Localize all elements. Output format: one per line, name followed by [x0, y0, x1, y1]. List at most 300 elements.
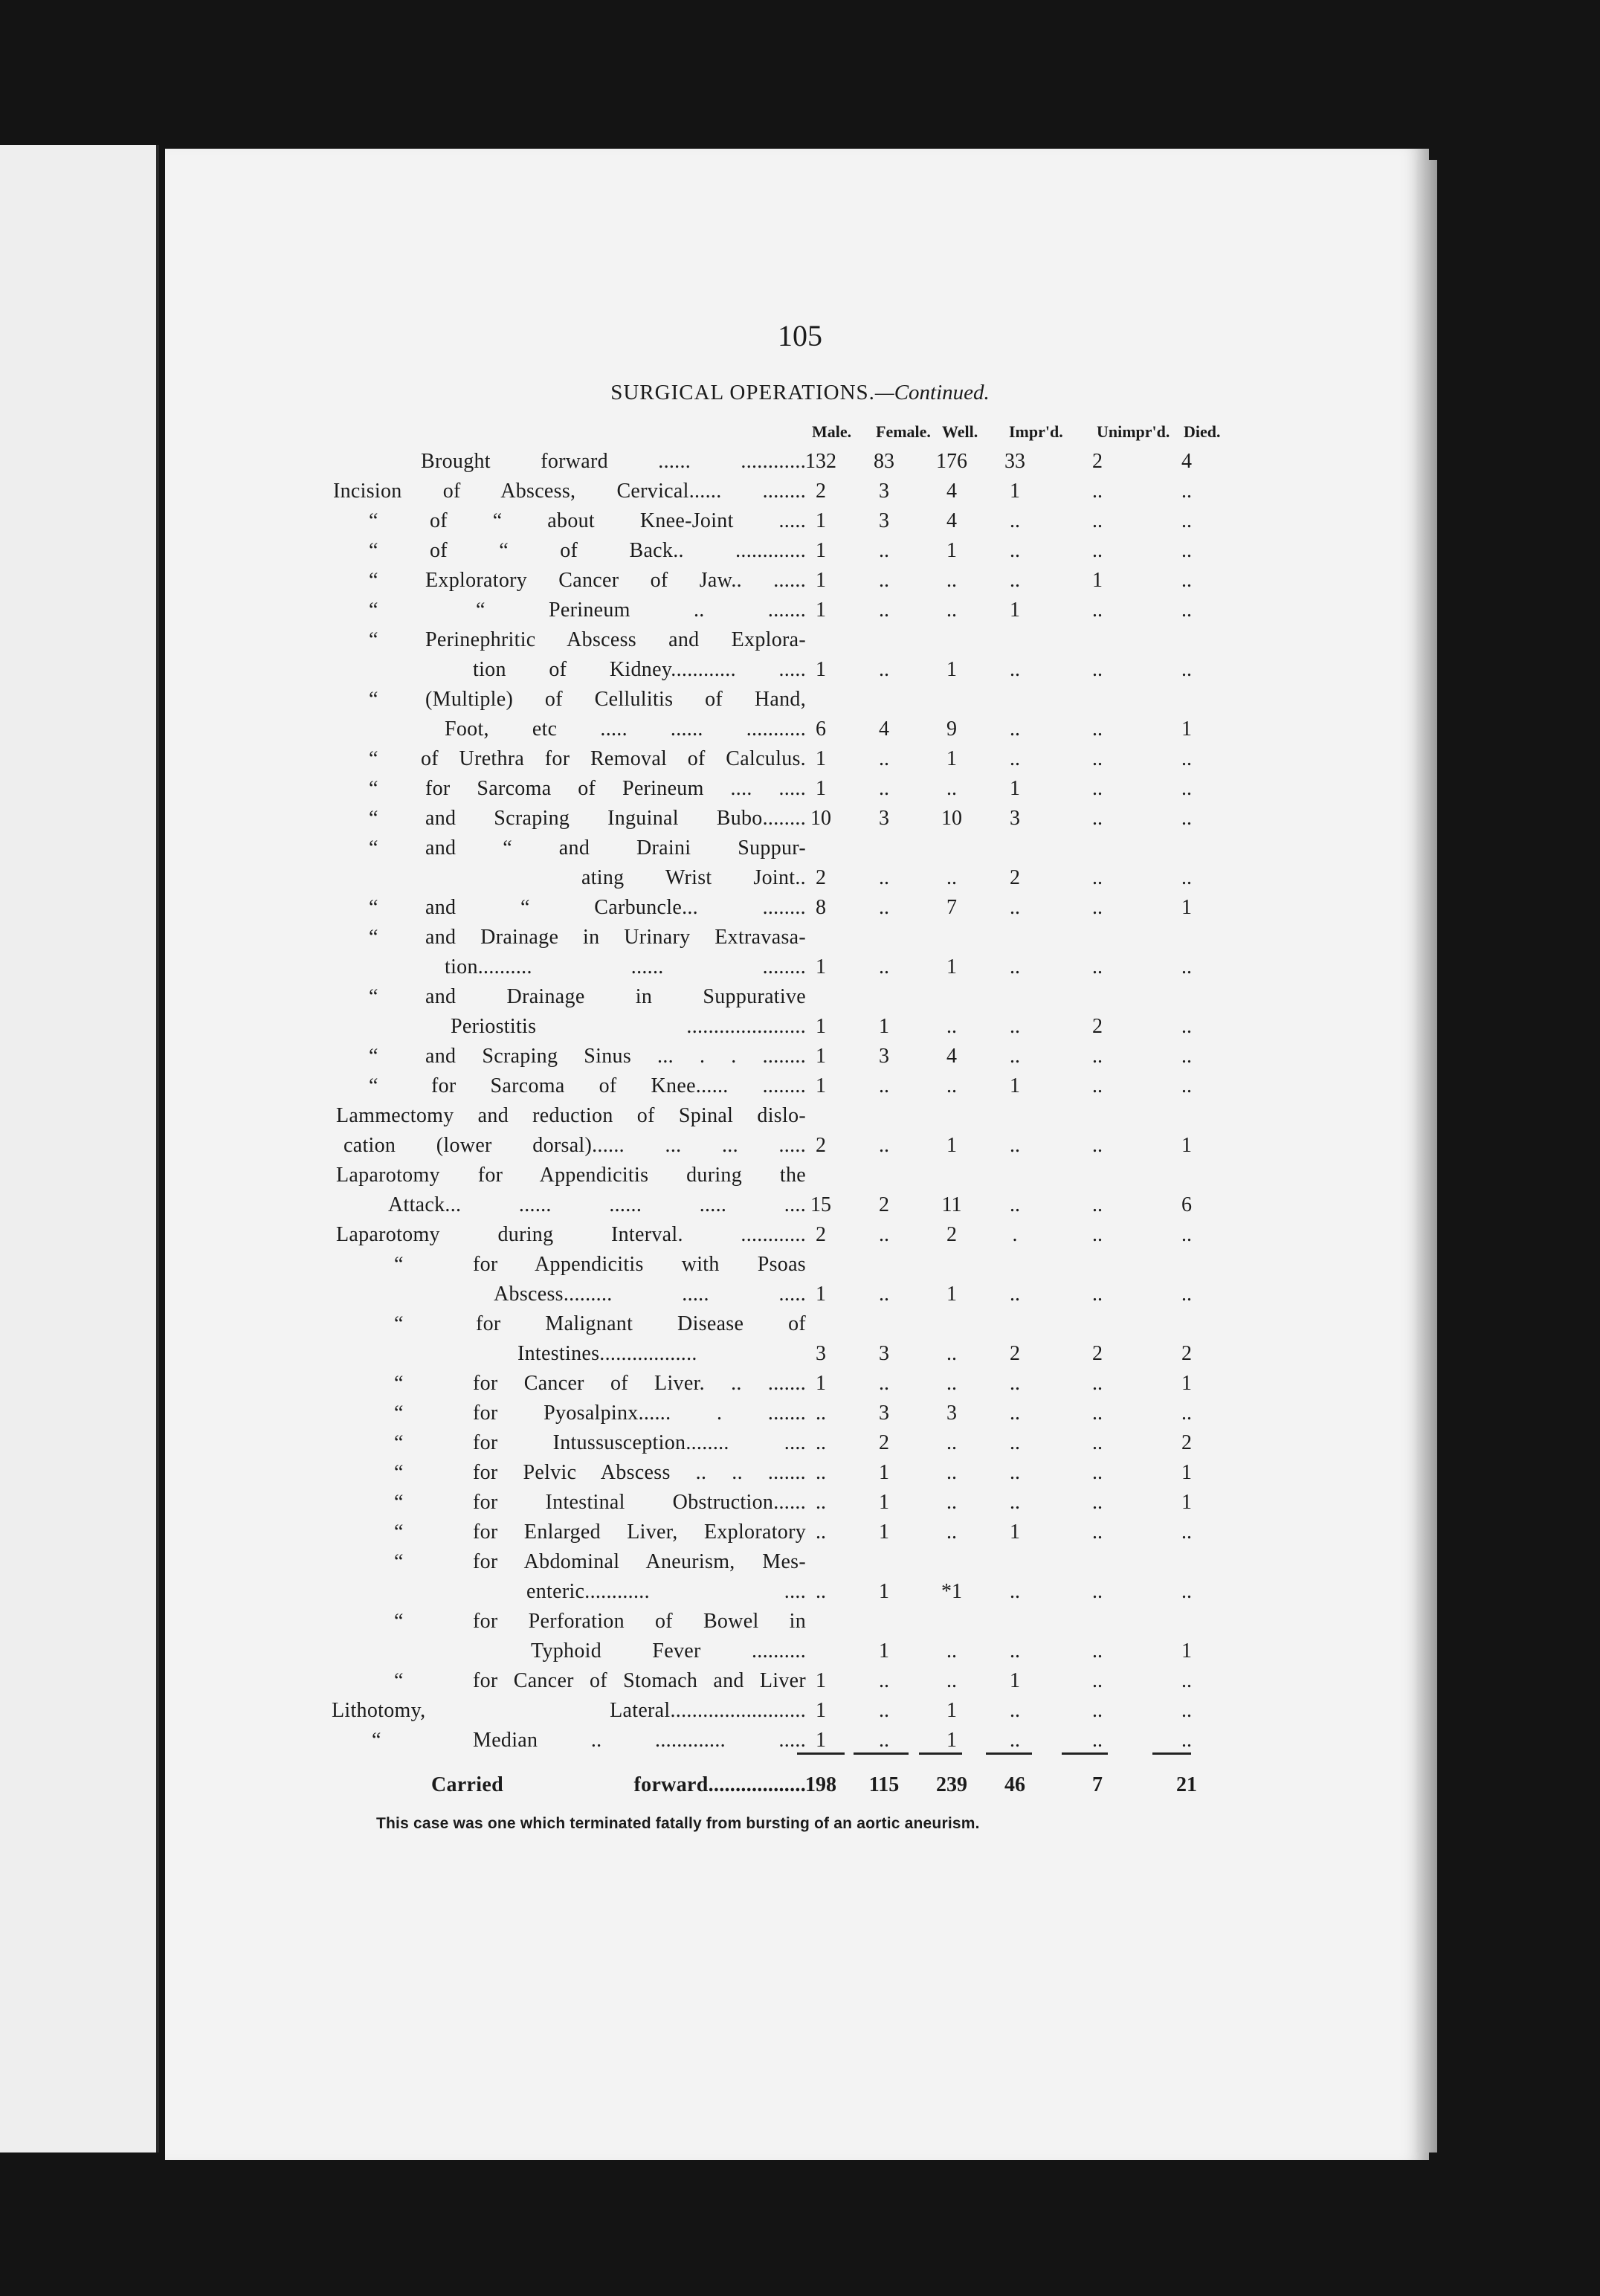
row-description: Perinephritic Abscess and Explora- [425, 628, 806, 651]
ditto-mark: “ [394, 1253, 405, 1276]
cell-male: 1 [816, 658, 826, 681]
cell-well: 4 [946, 480, 957, 503]
cell-unimproved: .. [1092, 747, 1103, 770]
cell-male: 3 [816, 1342, 826, 1365]
ditto-mark: “ [394, 1669, 405, 1692]
table-row [0, 569, 1600, 599]
ditto-mark: “ [394, 1491, 405, 1514]
cell-improved: .. [1010, 658, 1020, 681]
cell-well: 11 [941, 1193, 962, 1216]
row-description: Periostitis ...................... [451, 1015, 806, 1038]
cell-well: 1 [946, 1699, 957, 1722]
cell-well: .. [946, 1372, 957, 1395]
cell-died: 1 [1181, 718, 1192, 741]
cell-female: 3 [879, 1402, 889, 1425]
row-description: for Perforation of Bowel in [473, 1610, 806, 1633]
cell-female: 2 [879, 1193, 889, 1216]
ditto-mark: “ [369, 896, 380, 919]
cell-improved: 2 [1010, 866, 1020, 889]
row-description: Median .. ............. ..... [473, 1729, 806, 1752]
cell-well: 1 [946, 539, 957, 562]
cell-well: .. [946, 599, 957, 622]
table-row [0, 1580, 1600, 1610]
cell-unimproved: .. [1092, 777, 1103, 800]
cell-well: .. [946, 1015, 957, 1038]
cell-female: .. [879, 1372, 889, 1395]
cell-unimproved: .. [1092, 509, 1103, 532]
cell-female: .. [879, 955, 889, 978]
ditto-mark: “ [369, 1074, 380, 1097]
cell-male: 2 [816, 1134, 826, 1157]
cell-died: 1 [1181, 1491, 1192, 1514]
cell-improved: .. [1010, 1283, 1020, 1306]
cell-male: 2 [816, 866, 826, 889]
total-rule [1152, 1752, 1191, 1755]
cell-improved: 1 [1010, 480, 1020, 503]
row-description: (Multiple) of Cellulitis of Hand, [425, 688, 806, 711]
cell-unimproved: .. [1092, 658, 1103, 681]
table-row [0, 926, 1600, 955]
cell-male: 8 [816, 896, 826, 919]
ditto-mark: “ [369, 777, 380, 800]
cell-male: 1 [816, 1045, 826, 1068]
cell-well: 4 [946, 1045, 957, 1068]
cell-improved: .. [1010, 1699, 1020, 1722]
table-row [0, 628, 1600, 658]
cell-well: .. [946, 1491, 957, 1514]
ditto-mark: “ [394, 1431, 405, 1454]
total-rule [854, 1752, 883, 1755]
cell-died: .. [1181, 1223, 1192, 1246]
cell-well: 176 [936, 450, 967, 473]
row-description: and “ Carbuncle... ........ [425, 896, 806, 919]
cell-female: .. [879, 569, 889, 592]
cell-well: 7 [946, 896, 957, 919]
cell-female: .. [879, 1729, 889, 1752]
table-row [0, 985, 1600, 1015]
cell-unimproved: .. [1092, 718, 1103, 741]
column-header: Impr'd. [1009, 422, 1063, 441]
cell-female: .. [879, 599, 889, 622]
ditto-mark: “ [369, 1045, 380, 1068]
table-row [0, 896, 1600, 926]
cell-died: .. [1181, 658, 1192, 681]
row-description: Intestines.................. [517, 1342, 697, 1365]
cell-died: .. [1181, 539, 1192, 562]
total-rule [880, 1752, 909, 1755]
table-row [0, 718, 1600, 747]
row-description: cation (lower dorsal)...... ... ... ..... [343, 1134, 806, 1157]
cell-well: 9 [946, 718, 957, 741]
cell-died: .. [1181, 1045, 1192, 1068]
cell-female: .. [879, 1074, 889, 1097]
cell-male: .. [816, 1491, 826, 1514]
cell-well: 1 [946, 955, 957, 978]
cell-improved: 46 [1004, 1773, 1025, 1796]
cell-improved: .. [1010, 1372, 1020, 1395]
cell-female: .. [879, 747, 889, 770]
row-description: for Pyosalpinx...... . ....... [473, 1402, 806, 1425]
cell-well: .. [946, 1431, 957, 1454]
cell-well: 1 [946, 658, 957, 681]
row-description: Carried forward.................. [431, 1773, 806, 1796]
ditto-mark: “ [394, 1461, 405, 1484]
table-row [0, 1639, 1600, 1669]
total-rule [1062, 1752, 1108, 1755]
column-header: Well. [942, 422, 978, 441]
cell-male: 1 [816, 955, 826, 978]
table-row [0, 1699, 1600, 1729]
cell-improved: .. [1010, 1491, 1020, 1514]
cell-female: .. [879, 1699, 889, 1722]
cell-died: .. [1181, 480, 1192, 503]
cell-unimproved: .. [1092, 1729, 1103, 1752]
table-row [0, 450, 1600, 480]
table-row [0, 1134, 1600, 1164]
cell-died: 2 [1181, 1342, 1192, 1365]
table-row [0, 1164, 1600, 1193]
cell-unimproved: .. [1092, 955, 1103, 978]
cell-improved: .. [1010, 1431, 1020, 1454]
cell-female: 3 [879, 480, 889, 503]
total-row [0, 1773, 1600, 1803]
table-row [0, 658, 1600, 688]
row-description: of “ of Back.. ............. [430, 539, 806, 562]
cell-well: .. [946, 777, 957, 800]
cell-female: 1 [879, 1015, 889, 1038]
ditto-mark: “ [369, 926, 380, 949]
row-description: for Malignant Disease of [476, 1312, 806, 1335]
total-rule [797, 1752, 845, 1755]
cell-unimproved: .. [1092, 1402, 1103, 1425]
row-description: for Pelvic Abscess .. .. ....... [473, 1461, 806, 1484]
total-rule [986, 1752, 1032, 1755]
cell-female: .. [879, 539, 889, 562]
cell-improved: 1 [1010, 599, 1020, 622]
cell-unimproved: .. [1092, 1193, 1103, 1216]
cell-female: 2 [879, 1431, 889, 1454]
cell-died: 1 [1181, 1461, 1192, 1484]
cell-unimproved: .. [1092, 1491, 1103, 1514]
cell-improved: .. [1010, 747, 1020, 770]
cell-well: .. [946, 1074, 957, 1097]
page-number: 105 [778, 319, 822, 352]
cell-male: 2 [816, 480, 826, 503]
ditto-mark: “ [369, 985, 380, 1008]
row-description: “ Perineum .. ....... [476, 599, 806, 622]
table-row [0, 509, 1600, 539]
cell-female: 83 [874, 450, 894, 473]
table-row [0, 1610, 1600, 1639]
cell-male: 6 [816, 718, 826, 741]
row-description: ating Wrist Joint.. [581, 866, 806, 889]
row-description: for Appendicitis with Psoas [473, 1253, 806, 1276]
column-header: Unimpr'd. [1097, 422, 1170, 441]
cell-unimproved: .. [1092, 599, 1103, 622]
cell-female: .. [879, 1223, 889, 1246]
ditto-mark: “ [372, 1729, 383, 1752]
row-description: for Cancer of Stomach and Liver [473, 1669, 806, 1692]
ditto-mark: “ [369, 539, 380, 562]
row-description: of “ about Knee-Joint ..... [430, 509, 806, 532]
cell-died: .. [1181, 569, 1192, 592]
column-header: Died. [1184, 422, 1221, 441]
cell-well: .. [946, 1521, 957, 1544]
row-description: Lithotomy, Lateral......................... [332, 1699, 806, 1722]
cell-female: .. [879, 1669, 889, 1692]
ditto-mark: “ [394, 1312, 405, 1335]
table-row [0, 1669, 1600, 1699]
cell-well: 2 [946, 1223, 957, 1246]
row-description: and Scraping Inguinal Bubo........ [425, 807, 806, 830]
title-continued: —Continued. [874, 381, 990, 404]
cell-unimproved: .. [1092, 1521, 1103, 1544]
cell-well: .. [946, 1669, 957, 1692]
cell-unimproved: .. [1092, 1431, 1103, 1454]
table-row [0, 1461, 1600, 1491]
cell-unimproved: .. [1092, 1669, 1103, 1692]
cell-female: 1 [879, 1639, 889, 1663]
table-row [0, 1015, 1600, 1045]
cell-died: .. [1181, 1729, 1192, 1752]
cell-unimproved: .. [1092, 1639, 1103, 1663]
table-row [0, 747, 1600, 777]
total-rule [919, 1752, 962, 1755]
row-description: enteric............ .... [526, 1580, 806, 1603]
ditto-mark: “ [369, 807, 380, 830]
cell-improved: .. [1010, 1134, 1020, 1157]
ditto-mark: “ [394, 1610, 405, 1633]
cell-male: .. [816, 1461, 826, 1484]
cell-well: 4 [946, 509, 957, 532]
table-row [0, 1074, 1600, 1104]
cell-unimproved: .. [1092, 1699, 1103, 1722]
cell-unimproved: .. [1092, 896, 1103, 919]
cell-unimproved: .. [1092, 1461, 1103, 1484]
cell-male: 10 [810, 807, 831, 830]
column-header: Male. [812, 422, 852, 441]
table-row [0, 1283, 1600, 1312]
cell-well: .. [946, 1639, 957, 1663]
cell-female: 4 [879, 718, 889, 741]
cell-well: 1 [946, 1283, 957, 1306]
cell-male: 1 [816, 539, 826, 562]
row-description: for Enlarged Liver, Exploratory [473, 1521, 806, 1544]
cell-died: .. [1181, 1402, 1192, 1425]
table-row [0, 1491, 1600, 1521]
row-description: of Urethra for Removal of Calculus. [421, 747, 806, 770]
cell-female: 3 [879, 509, 889, 532]
cell-died: .. [1181, 1074, 1192, 1097]
table-row [0, 1045, 1600, 1074]
cell-male: 1 [816, 777, 826, 800]
row-description: Laparotomy for Appendicitis during the [336, 1164, 806, 1187]
cell-female: 1 [879, 1461, 889, 1484]
column-header: Female. [876, 422, 931, 441]
cell-male: 1 [816, 1729, 826, 1752]
cell-improved: .. [1010, 955, 1020, 978]
cell-unimproved: .. [1092, 1045, 1103, 1068]
cell-improved: 1 [1010, 1074, 1020, 1097]
cell-unimproved: .. [1092, 1074, 1103, 1097]
cell-improved: 33 [1004, 450, 1025, 473]
cell-improved: 2 [1010, 1342, 1020, 1365]
table-row [0, 836, 1600, 866]
cell-well: 10 [941, 807, 962, 830]
cell-died: 1 [1181, 1134, 1192, 1157]
cell-died: .. [1181, 955, 1192, 978]
row-description: and Drainage in Suppurative [425, 985, 806, 1008]
cell-died: 4 [1181, 450, 1192, 473]
table-row [0, 1253, 1600, 1283]
cell-female: 3 [879, 807, 889, 830]
cell-unimproved: 2 [1092, 1342, 1103, 1365]
cell-improved: 3 [1010, 807, 1020, 830]
footnote: This case was one which terminated fatally from bursting of an aortic aneurism. [376, 1815, 980, 1832]
row-description: Laparotomy during Interval. ............ [336, 1223, 806, 1246]
cell-died: 1 [1181, 1372, 1192, 1395]
cell-well: 1 [946, 1729, 957, 1752]
row-description: Foot, etc ..... ...... ........... [445, 718, 806, 741]
cell-improved: .. [1010, 896, 1020, 919]
cell-died: .. [1181, 1521, 1192, 1544]
ditto-mark: “ [394, 1402, 405, 1425]
cell-unimproved: .. [1092, 480, 1103, 503]
cell-died: .. [1181, 866, 1192, 889]
row-description: tion.......... ...... ........ [445, 955, 806, 978]
cell-died: .. [1181, 1015, 1192, 1038]
cell-male: 2 [816, 1223, 826, 1246]
ditto-mark: “ [394, 1550, 405, 1573]
cell-improved: . [1012, 1223, 1018, 1246]
cell-female: .. [879, 1134, 889, 1157]
cell-female: 1 [879, 1521, 889, 1544]
cell-well: *1 [941, 1580, 962, 1603]
cell-unimproved: 1 [1092, 569, 1103, 592]
cell-well: .. [946, 866, 957, 889]
cell-male: 1 [816, 599, 826, 622]
cell-male: 198 [805, 1773, 836, 1796]
table-row [0, 1431, 1600, 1461]
cell-died: 1 [1181, 896, 1192, 919]
cell-improved: .. [1010, 1045, 1020, 1068]
cell-improved: .. [1010, 569, 1020, 592]
row-description: for Intussusception........ .... [473, 1431, 806, 1454]
table-row [0, 1223, 1600, 1253]
cell-unimproved: .. [1092, 1283, 1103, 1306]
cell-well: 239 [936, 1773, 967, 1796]
table-row [0, 1550, 1600, 1580]
row-description: for Sarcoma of Knee...... ........ [431, 1074, 806, 1097]
table-row [0, 1312, 1600, 1342]
cell-improved: .. [1010, 1193, 1020, 1216]
ditto-mark: “ [369, 747, 380, 770]
cell-died: .. [1181, 777, 1192, 800]
row-description: Lammectomy and reduction of Spinal dislo- [336, 1104, 806, 1127]
row-description: Typhoid Fever .......... [531, 1639, 806, 1663]
cell-improved: .. [1010, 1729, 1020, 1752]
cell-died: .. [1181, 747, 1192, 770]
table-row [0, 599, 1600, 628]
cell-male: .. [816, 1431, 826, 1454]
cell-improved: .. [1010, 539, 1020, 562]
cell-female: .. [879, 658, 889, 681]
table-row [0, 1521, 1600, 1550]
cell-well: 3 [946, 1402, 957, 1425]
cell-male: 1 [816, 1372, 826, 1395]
cell-unimproved: .. [1092, 807, 1103, 830]
row-description: Abscess......... ..... ..... [494, 1283, 806, 1306]
ditto-mark: “ [369, 688, 380, 711]
cell-well: .. [946, 1342, 957, 1365]
cell-unimproved: .. [1092, 539, 1103, 562]
cell-well: .. [946, 569, 957, 592]
cell-well: 1 [946, 1134, 957, 1157]
row-description: Brought forward ...... ............ [421, 450, 806, 473]
ditto-mark: “ [369, 628, 380, 651]
table-row [0, 480, 1600, 509]
cell-died: .. [1181, 1580, 1192, 1603]
row-description: and Scraping Sinus ... . . ........ [425, 1045, 806, 1068]
row-description: and Drainage in Urinary Extravasa- [425, 926, 806, 949]
cell-died: 2 [1181, 1431, 1192, 1454]
table-row [0, 777, 1600, 807]
cell-male: .. [816, 1521, 826, 1544]
row-description: Incision of Abscess, Cervical...... ........ [333, 480, 806, 503]
cell-unimproved: .. [1092, 1580, 1103, 1603]
ditto-mark: “ [369, 836, 380, 860]
table-row [0, 1104, 1600, 1134]
cell-female: 3 [879, 1045, 889, 1068]
page-title [0, 381, 1600, 405]
row-description: for Sarcoma of Perineum .... ..... [425, 777, 806, 800]
table-row [0, 1193, 1600, 1223]
cell-female: 115 [868, 1773, 900, 1796]
row-description: Exploratory Cancer of Jaw.. ...... [425, 569, 806, 592]
cell-female: 1 [879, 1580, 889, 1603]
cell-female: 1 [879, 1491, 889, 1514]
ditto-mark: “ [369, 569, 380, 592]
cell-unimproved: .. [1092, 1372, 1103, 1395]
cell-improved: .. [1010, 1402, 1020, 1425]
table-row [0, 955, 1600, 985]
cell-died: 1 [1181, 1639, 1192, 1663]
cell-female: .. [879, 866, 889, 889]
cell-well: .. [946, 1461, 957, 1484]
ditto-mark: “ [394, 1521, 405, 1544]
table-row [0, 866, 1600, 896]
cell-unimproved: 2 [1092, 450, 1103, 473]
cell-male: 1 [816, 1283, 826, 1306]
row-description: for Intestinal Obstruction...... [473, 1491, 806, 1514]
cell-improved: .. [1010, 1461, 1020, 1484]
cell-female: .. [879, 777, 889, 800]
cell-male: 1 [816, 1015, 826, 1038]
cell-died: .. [1181, 1699, 1192, 1722]
cell-died: .. [1181, 1669, 1192, 1692]
cell-male: 1 [816, 1699, 826, 1722]
ditto-mark: “ [394, 1372, 405, 1395]
table-row [0, 807, 1600, 836]
cell-female: .. [879, 896, 889, 919]
cell-male: .. [816, 1580, 826, 1603]
cell-male: 132 [805, 450, 836, 473]
ditto-mark: “ [369, 509, 380, 532]
table-row [0, 1372, 1600, 1402]
row-description: for Cancer of Liver. .. ....... [473, 1372, 806, 1395]
cell-died: 6 [1181, 1193, 1192, 1216]
title-main: SURGICAL OPERATIONS. [610, 381, 875, 404]
